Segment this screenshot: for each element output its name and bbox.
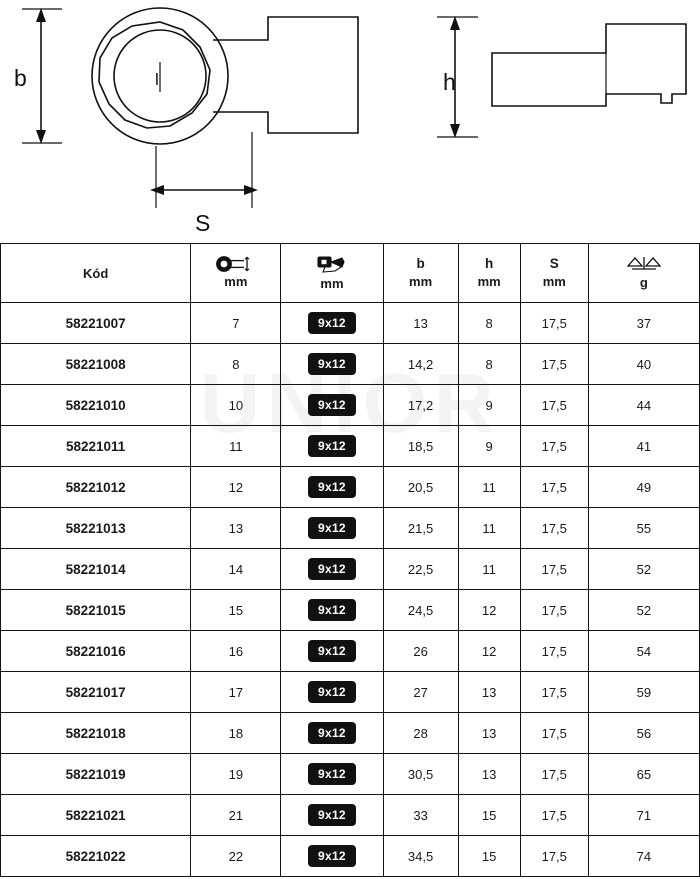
drive-badge: 9x12 — [308, 722, 356, 744]
cell-code: 58221022 — [1, 836, 191, 877]
cell-h: 13 — [458, 672, 520, 713]
header-b-unit: mm — [409, 273, 433, 289]
side-profile-outline — [492, 24, 686, 106]
cell-ring-size: 21 — [191, 795, 281, 836]
header-ring-size-unit: mm — [224, 274, 248, 290]
s-arrow-right — [244, 185, 258, 195]
cell-ring-size: 22 — [191, 836, 281, 877]
cell-b: 26 — [383, 631, 458, 672]
header-b — [383, 244, 458, 303]
label-h: h — [443, 69, 456, 95]
drive-badge: 9x12 — [308, 845, 356, 867]
cell-drive — [281, 754, 383, 795]
cell-h: 9 — [458, 385, 520, 426]
header-drive — [281, 244, 383, 303]
cell-ring-size: 18 — [191, 713, 281, 754]
cell-h: 8 — [458, 344, 520, 385]
cell-ring-size: 11 — [191, 426, 281, 467]
drive-badge: 9x12 — [308, 558, 356, 580]
cell-h: 13 — [458, 713, 520, 754]
cell-ring-size: 12 — [191, 467, 281, 508]
cell-s: 17,5 — [520, 426, 588, 467]
technical-drawing — [0, 0, 700, 243]
cell-s: 17,5 — [520, 836, 588, 877]
cell-h: 15 — [458, 836, 520, 877]
table-row — [1, 385, 700, 426]
cell-b: 33 — [383, 795, 458, 836]
header-weight-unit: g — [639, 275, 648, 291]
header-b-letter: b — [416, 255, 425, 271]
cell-code: 58221010 — [1, 385, 191, 426]
cell-h: 11 — [458, 467, 520, 508]
cell-code: 58221007 — [1, 303, 191, 344]
table-body — [1, 303, 700, 877]
cell-code: 58221014 — [1, 549, 191, 590]
label-b: b — [14, 65, 27, 91]
cell-s: 17,5 — [520, 590, 588, 631]
header-h-unit: mm — [477, 273, 501, 289]
drive-badge: 9x12 — [308, 517, 356, 539]
table-row — [1, 672, 700, 713]
cell-ring-size: 15 — [191, 590, 281, 631]
cell-drive — [281, 426, 383, 467]
drive-badge: 9x12 — [308, 599, 356, 621]
cell-code: 58221015 — [1, 590, 191, 631]
cell-weight: 65 — [588, 754, 699, 795]
cell-drive — [281, 672, 383, 713]
cell-ring-size: 13 — [191, 508, 281, 549]
cell-drive — [281, 344, 383, 385]
cell-s: 17,5 — [520, 385, 588, 426]
drive-badge: 9x12 — [308, 640, 356, 662]
drive-badge: 9x12 — [308, 312, 356, 334]
cell-b: 34,5 — [383, 836, 458, 877]
cell-weight: 40 — [588, 344, 699, 385]
table-row — [1, 713, 700, 754]
cell-weight: 37 — [588, 303, 699, 344]
cell-code: 58221017 — [1, 672, 191, 713]
cell-code: 58221013 — [1, 508, 191, 549]
header-s-unit: mm — [542, 273, 566, 289]
cell-s: 17,5 — [520, 754, 588, 795]
cell-s: 17,5 — [520, 631, 588, 672]
header-ring-size — [191, 244, 281, 303]
drive-badge: 9x12 — [308, 681, 356, 703]
header-weight — [588, 244, 699, 303]
drive-badge: 9x12 — [308, 394, 356, 416]
shank-outline — [213, 17, 358, 133]
h-arrow-top — [450, 16, 460, 30]
table-row — [1, 303, 700, 344]
b-arrow-top — [36, 8, 46, 22]
cell-s: 17,5 — [520, 672, 588, 713]
table-header-row — [1, 244, 700, 303]
header-s — [520, 244, 588, 303]
cell-weight: 54 — [588, 631, 699, 672]
table-row — [1, 795, 700, 836]
label-l: l — [155, 70, 159, 89]
cell-drive — [281, 385, 383, 426]
cell-ring-size: 19 — [191, 754, 281, 795]
cell-weight: 52 — [588, 590, 699, 631]
header-drive-unit: mm — [320, 276, 344, 292]
cell-s: 17,5 — [520, 795, 588, 836]
h-arrow-bottom — [450, 124, 460, 138]
table-row — [1, 590, 700, 631]
cell-drive — [281, 795, 383, 836]
cell-b: 24,5 — [383, 590, 458, 631]
table-row — [1, 508, 700, 549]
label-S: S — [195, 210, 211, 236]
cell-drive — [281, 549, 383, 590]
header-h — [458, 244, 520, 303]
cell-b: 22,5 — [383, 549, 458, 590]
cell-weight: 44 — [588, 385, 699, 426]
table-row — [1, 631, 700, 672]
cell-h: 13 — [458, 754, 520, 795]
drawing-svg — [0, 0, 700, 243]
b-arrow-bottom — [36, 130, 46, 144]
cell-drive — [281, 508, 383, 549]
cell-ring-size: 10 — [191, 385, 281, 426]
cell-weight: 55 — [588, 508, 699, 549]
cell-code: 58221019 — [1, 754, 191, 795]
cell-h: 12 — [458, 631, 520, 672]
cell-code: 58221021 — [1, 795, 191, 836]
table-row — [1, 836, 700, 877]
cell-b: 30,5 — [383, 754, 458, 795]
drive-badge: 9x12 — [308, 804, 356, 826]
cell-b: 20,5 — [383, 467, 458, 508]
table-row — [1, 754, 700, 795]
insert-tool-drive-icon — [315, 254, 349, 274]
cell-code: 58221011 — [1, 426, 191, 467]
cell-drive — [281, 836, 383, 877]
drive-badge: 9x12 — [308, 435, 356, 457]
specification-table — [0, 243, 700, 877]
cell-s: 17,5 — [520, 549, 588, 590]
cell-h: 12 — [458, 590, 520, 631]
cell-weight: 49 — [588, 467, 699, 508]
cell-drive — [281, 303, 383, 344]
cell-drive — [281, 467, 383, 508]
cell-b: 17,2 — [383, 385, 458, 426]
cell-code: 58221008 — [1, 344, 191, 385]
cell-weight: 52 — [588, 549, 699, 590]
header-code: Kód — [1, 244, 191, 303]
table-row — [1, 549, 700, 590]
cell-weight: 56 — [588, 713, 699, 754]
header-h-letter: h — [485, 255, 494, 271]
drive-badge: 9x12 — [308, 763, 356, 785]
cell-drive — [281, 631, 383, 672]
cell-b: 18,5 — [383, 426, 458, 467]
cell-weight: 71 — [588, 795, 699, 836]
cell-code: 58221012 — [1, 467, 191, 508]
cell-drive — [281, 713, 383, 754]
table-row — [1, 426, 700, 467]
cell-b: 27 — [383, 672, 458, 713]
cell-h: 8 — [458, 303, 520, 344]
table-row — [1, 467, 700, 508]
cell-b: 13 — [383, 303, 458, 344]
header-s-letter: S — [549, 255, 559, 271]
cell-h: 9 — [458, 426, 520, 467]
cell-h: 11 — [458, 508, 520, 549]
cell-s: 17,5 — [520, 303, 588, 344]
scales-icon — [624, 255, 664, 273]
cell-h: 15 — [458, 795, 520, 836]
cell-ring-size: 16 — [191, 631, 281, 672]
cell-drive — [281, 590, 383, 631]
cell-ring-size: 14 — [191, 549, 281, 590]
cell-b: 21,5 — [383, 508, 458, 549]
s-arrow-left — [150, 185, 164, 195]
ring-spanner-icon — [214, 256, 258, 272]
cell-s: 17,5 — [520, 508, 588, 549]
cell-s: 17,5 — [520, 344, 588, 385]
cell-weight: 74 — [588, 836, 699, 877]
cell-s: 17,5 — [520, 467, 588, 508]
cell-code: 58221018 — [1, 713, 191, 754]
drive-badge: 9x12 — [308, 476, 356, 498]
cell-b: 28 — [383, 713, 458, 754]
cell-b: 14,2 — [383, 344, 458, 385]
cell-ring-size: 17 — [191, 672, 281, 713]
cell-s: 17,5 — [520, 713, 588, 754]
cell-weight: 41 — [588, 426, 699, 467]
cell-ring-size: 7 — [191, 303, 281, 344]
cell-weight: 59 — [588, 672, 699, 713]
table-row — [1, 344, 700, 385]
cell-h: 11 — [458, 549, 520, 590]
drive-badge: 9x12 — [308, 353, 356, 375]
cell-ring-size: 8 — [191, 344, 281, 385]
cell-code: 58221016 — [1, 631, 191, 672]
